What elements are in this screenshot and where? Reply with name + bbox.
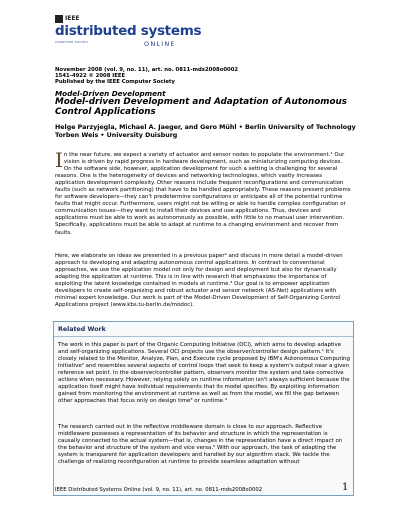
- logo-ieee-text: IEEE: [65, 15, 80, 22]
- article-title: Model-driven Development and Adaptation of Autonomous Control Applications: [55, 97, 348, 117]
- issue-line: November 2008 (vol. 9, no. 11), art. no. 0811-mds2008o0002: [55, 67, 239, 73]
- page-number: 1: [342, 482, 349, 493]
- related-work-paragraph-1: The work in this paper is part of the Organic Computing Initiative (OCI), which aims to develop adaptive and self-organizing applications. Several OCI projects use the observer/controller design pattern.¹ It's closely related to the Monitor, Analyze, Plan, and Execute cycle proposed by IBM's Autonomous Computing Initiative² and resembles several aspects of control loops that seek to keep a system's output near a given reference set point. In the observer/controller pattern, observers monitor the system and take corrective actions when necessary. However, relying solely on runtime information isn't always sufficient because the application itself might have individual requirements that its model specifies. By exploiting information gained from monitoring the environment at runtime as well as from the model, we fill the gap between other approaches that focus only on design time³ or runtime.⁴: [58, 342, 350, 405]
- logo-title: distributed systems: [55, 23, 202, 39]
- publication-logo: [55, 14, 202, 54]
- authors-line-2: Torben Weis • University Duisburg: [55, 132, 178, 139]
- authors-line-1: Helge Parzyjegla, Michael A. Jaeger, and Gero Mühl • Berlin University of Technology: [55, 124, 356, 131]
- second-paragraph: Here, we elaborate on ideas we presented in a previous paper² and discuss in more detail a model-driven approach to developing and adapting autonomous control applications. In contrast to conventional approaches, we use the application model not only for design and deployment but also for dynamically adapting the application at runtime. This is in line with research that emphasizes the importance of exploiting the latent knowledge contained in models at runtime.³ Our goal is to empower application developers to create self-organizing and robust actuator and sensor network (AS-Net) applications with minimal expert knowledge. Our work is part of the Model-Driven Development of Self-Organizing Control Applications project (www.kbs.tu-berlin.de/modoc).: [55, 253, 343, 309]
- related-work-heading: Related Work: [58, 326, 106, 333]
- section-label: Model-Driven Development: [55, 89, 166, 98]
- footer-citation: IEEE Distributed Systems Online (vol. 9, no. 11), art. no. 0811-mds2008o0002: [55, 487, 263, 493]
- related-work-divider: [54, 336, 353, 337]
- ieee-mark-icon: [55, 15, 63, 23]
- logo-tagline: COMPUTER SOCIETY: [55, 40, 89, 44]
- related-work-box: [53, 321, 354, 496]
- intro-paragraph: [55, 148, 351, 237]
- logo-online: ONLINE: [144, 40, 176, 48]
- intro-paragraph-text: n the near future, we expect a variety of actuator and sensor nodes to populate the environment.¹ Our vision is driven by rapid progress in hardware development, such as miniaturizing computing devices. On the software side, however, application development for such a setting is challenging for several reasons. One is the heterogeneity of devices and networking technologies, which vastly increases application development complexity. Other reasons include frequent reconfigurations and communication faults (such as network partitioning) that have to be handled appropriately. These reasons present problems for software developers—they can't predetermine configurations or anticipate all of the potential runtime faults that might occur. Furthermore, users might not be willing or able to handle complex configuration or communication issues—they want to install their devices and use applications. Thus, devices and applications must be able to work as autonomously as possible, with little to no manual user intervention. Specifically, applications must be able to adapt at runtime to a changing environment and recover from faults.: [55, 152, 351, 236]
- drop-cap: I: [55, 148, 63, 172]
- publisher-line: Published by the IEEE Computer Society: [55, 79, 175, 85]
- issn-line: 1541-4922 © 2008 IEEE: [55, 73, 126, 79]
- related-work-paragraph-2: The research carried out in the reflective middleware domain is close to our approach. Reflective middleware possesses a representation of its behavior and structure in which the representation is causally connected to the actual system—that is, changes in the representation have a direct impact on the behavior and structure of the system and vice versa.⁵ With our approach, the task of adapting the system is transparent for application developers and handled by our algorithm stack. We tackle the challenge of realizing reconfiguration at runtime to provide seamless adaptation without: [58, 424, 343, 466]
